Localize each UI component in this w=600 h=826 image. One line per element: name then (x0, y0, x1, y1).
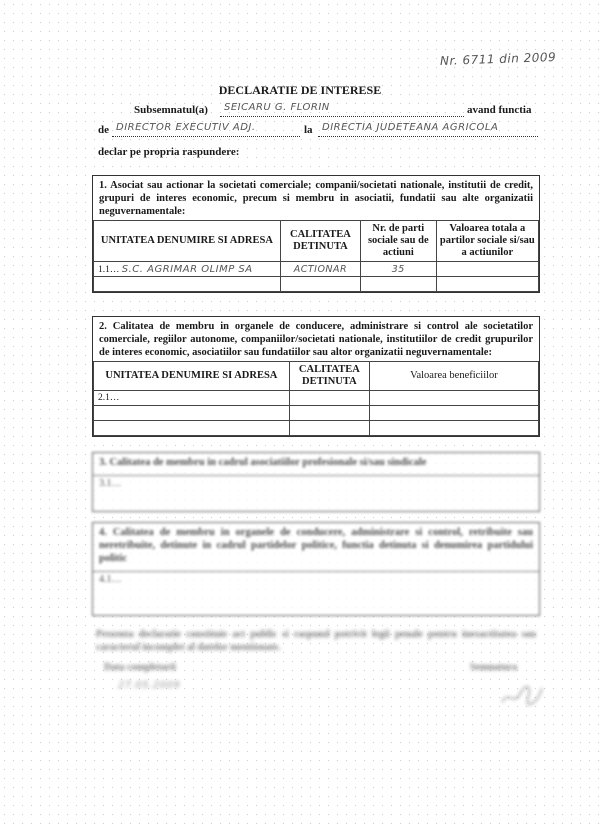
section-4 (92, 522, 540, 616)
s1-col-shares: Nr. de parti sociale sau de actiuni (360, 221, 436, 262)
section-2-heading: 2. Calitatea de membru in organele de conducere, administrare si control ale societatilor comerciale, regiilor autonome, companiilor/societati nationale, institutiilor de credit grupurilor de interes economic, asociatiilor sau fundatiilor sau altor organizatii neguvernamentale: (99, 321, 533, 358)
subsemnatul-label: Subsemnatul(a) (134, 104, 208, 116)
section-3-row: 3.1… (93, 475, 539, 491)
s1-row-unit: 1.1… S.C. AGRIMAR OLIMP SA (94, 262, 281, 277)
s1-row-shares: 35 (360, 262, 436, 277)
section-2-table (93, 361, 539, 436)
s2-col-quality: CALITATEA DETINUTA (289, 362, 369, 391)
s1-row-quality: ACTIONAR (280, 262, 360, 277)
table-row (94, 406, 539, 421)
table-row (94, 277, 539, 292)
table-row (94, 391, 539, 406)
de-label: de (98, 124, 109, 136)
section-2 (92, 316, 540, 437)
function-value: DIRECTOR EXECUTIV ADJ. (116, 122, 256, 133)
s2-col-benefits: Valoarea beneficiilor (369, 362, 538, 391)
registration-number: Nr. 6711 din 2009 (439, 49, 557, 69)
s1-col-quality: CALITATEA DETINUTA (280, 221, 360, 262)
institution-value: DIRECTIA JUDETEANA AGRICOLA (322, 122, 499, 133)
s1-col-unit: UNITATEA DENUMIRE SI ADRESA (94, 221, 281, 262)
section-4-row: 4.1… (93, 571, 539, 587)
signature-label: Semnatura (470, 662, 518, 673)
footer-statement: Prezenta declaratie constituie act public si raspund potrivit legii penale pentru inexactitatea sau caracterul incomplet al datelor mentionate. (96, 629, 536, 653)
date-label: Data completarii (104, 662, 176, 673)
s1-row-value (436, 262, 538, 277)
name-field (220, 104, 464, 117)
table-row (94, 262, 539, 277)
section-1 (92, 175, 540, 293)
date-value: 27.05.2009 (118, 680, 181, 691)
function-label: avand functia (467, 104, 532, 116)
function-field (112, 124, 300, 137)
section-4-heading: 4. Calitatea de membru in organele de conducere, administrare si control, retribuite sau neretribuite, detinute in cadrul partidelor politice, functia detinuta si denumirea partidului politic (99, 527, 533, 564)
s2-col-unit: UNITATEA DENUMIRE SI ADRESA (94, 362, 290, 391)
page-title: DECLARATIE DE INTERESE (218, 83, 382, 97)
s2-row-unit: 2.1… (94, 391, 290, 406)
section-1-heading: 1. Asociat sau actionar la societati comerciale; companii/societati nationale, institutii de credit, grupuri de interes economic, precum si membru in asociatii, fundatii sau alte organizatii neguvernamentale: (99, 180, 533, 217)
name-value: SEICARU G. FLORIN (224, 102, 330, 113)
declar-label: declar pe propria raspundere: (98, 146, 240, 158)
institution-field (318, 124, 538, 137)
s1-row-unit-value: S.C. AGRIMAR OLIMP SA (121, 263, 253, 275)
section-1-table (93, 220, 539, 292)
section-3-heading: 3. Calitatea de membru in cadrul asociatiilor profesionale si/sau sindicale (99, 457, 427, 468)
table-row (94, 421, 539, 436)
s1-col-value: Valoarea totala a partilor sociale si/sau a actiunilor (436, 221, 538, 262)
la-label: la (304, 124, 313, 136)
section-3 (92, 452, 540, 512)
signature-mark (498, 680, 546, 708)
